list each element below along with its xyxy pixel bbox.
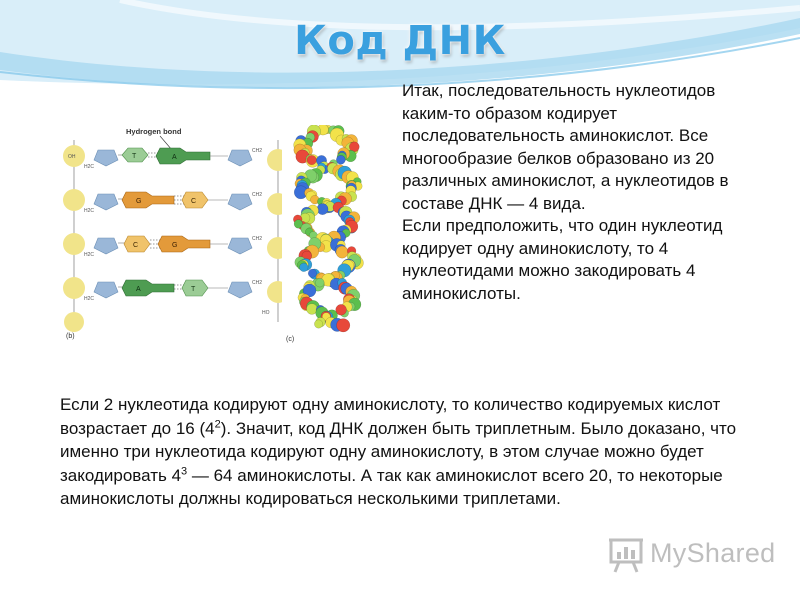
sugar-ring <box>228 194 252 210</box>
base-pair-row-3 <box>63 233 289 259</box>
sugar-ring <box>94 282 118 298</box>
svg-text:CH2: CH2 <box>252 236 263 242</box>
sugar-ring <box>228 150 252 166</box>
svg-text:CH2: CH2 <box>252 280 263 286</box>
sugar-ring <box>228 282 252 298</box>
slide-title: Код ДНК <box>294 18 506 64</box>
sugar-ring <box>94 150 118 166</box>
hydrogen-bond-caption <box>126 127 182 150</box>
guanine-base <box>158 236 210 252</box>
phosphate-group <box>64 312 84 332</box>
svg-text:T: T <box>132 153 137 160</box>
svg-text:H2C: H2C <box>84 164 95 170</box>
svg-text:C: C <box>191 198 197 205</box>
hydrogen-bond-label: Hydrogen bond <box>126 127 182 136</box>
panel-c-label: (c) <box>286 336 295 343</box>
superscript-2: 2 <box>214 417 221 430</box>
svg-text:C: C <box>133 242 139 249</box>
myshared-watermark[interactable] <box>608 532 778 576</box>
sugar-ring <box>228 238 252 254</box>
sugar-ring <box>94 238 118 254</box>
svg-text:OH: OH <box>68 154 76 160</box>
bottom-text-1: Если 2 нуклеотида кодируют одну аминокислоту, то количество кодируемых кислот возрастает до 16 (4 <box>60 395 721 438</box>
phosphate-group <box>63 233 85 255</box>
svg-text:A: A <box>172 154 177 161</box>
phosphate-group <box>63 277 85 299</box>
guanine-base <box>122 192 174 208</box>
bottom-paragraph <box>60 393 740 511</box>
adenine-base <box>156 148 210 164</box>
svg-text:H2C: H2C <box>84 208 95 214</box>
presentation-board-icon <box>608 534 646 574</box>
svg-text:A: A <box>136 286 141 293</box>
phosphate-group <box>63 189 85 211</box>
superscript-3: 3 <box>181 465 188 478</box>
watermark-text: MyShared <box>650 538 776 568</box>
bottom-text-3: — 64 аминокислоты. А так как аминокислот всего 20, то некоторые аминокислоты должны кодироваться несколькими триплетами. <box>60 465 723 509</box>
svg-text:HO: HO <box>262 310 270 316</box>
svg-text:H2C: H2C <box>84 296 95 302</box>
intro-paragraph <box>402 80 742 305</box>
bottom-text-2: ). Значит, код ДНК должен быть триплетным. Было доказано, что именно три нуклеотида кодируют одну аминокислоту, в этом случае можно будет закодировать 4 <box>60 418 737 485</box>
svg-text:H2C: H2C <box>84 252 95 258</box>
svg-text:G: G <box>172 242 178 249</box>
adenine-base <box>122 280 174 296</box>
base-pair-row-2 <box>63 189 289 215</box>
base-pair-row-1 <box>63 145 289 171</box>
sugar-ring <box>94 194 118 210</box>
svg-text:CH2: CH2 <box>252 148 263 154</box>
intro-text-1: Итак, последовательность нуклеотидов каким-то образом кодирует последовательность аминокислот. Все многообразие белков образовано из 20 различных аминокислот, а нуклеотидов в составе ДНК — 4 вида. <box>402 81 729 213</box>
panel-b-label: (b) <box>66 333 75 340</box>
svg-text:T: T <box>191 286 196 293</box>
intro-text-2: Если предположить, что один нуклеотид кодирует одну аминокислоту, то 4 нуклеотидами можно закодировать 4 аминокислоты. <box>402 216 723 303</box>
dna-helix-model-image <box>282 125 374 347</box>
svg-text:G: G <box>136 198 142 205</box>
svg-text:CH2: CH2 <box>252 192 263 198</box>
base-pair-row-4 <box>63 277 289 316</box>
